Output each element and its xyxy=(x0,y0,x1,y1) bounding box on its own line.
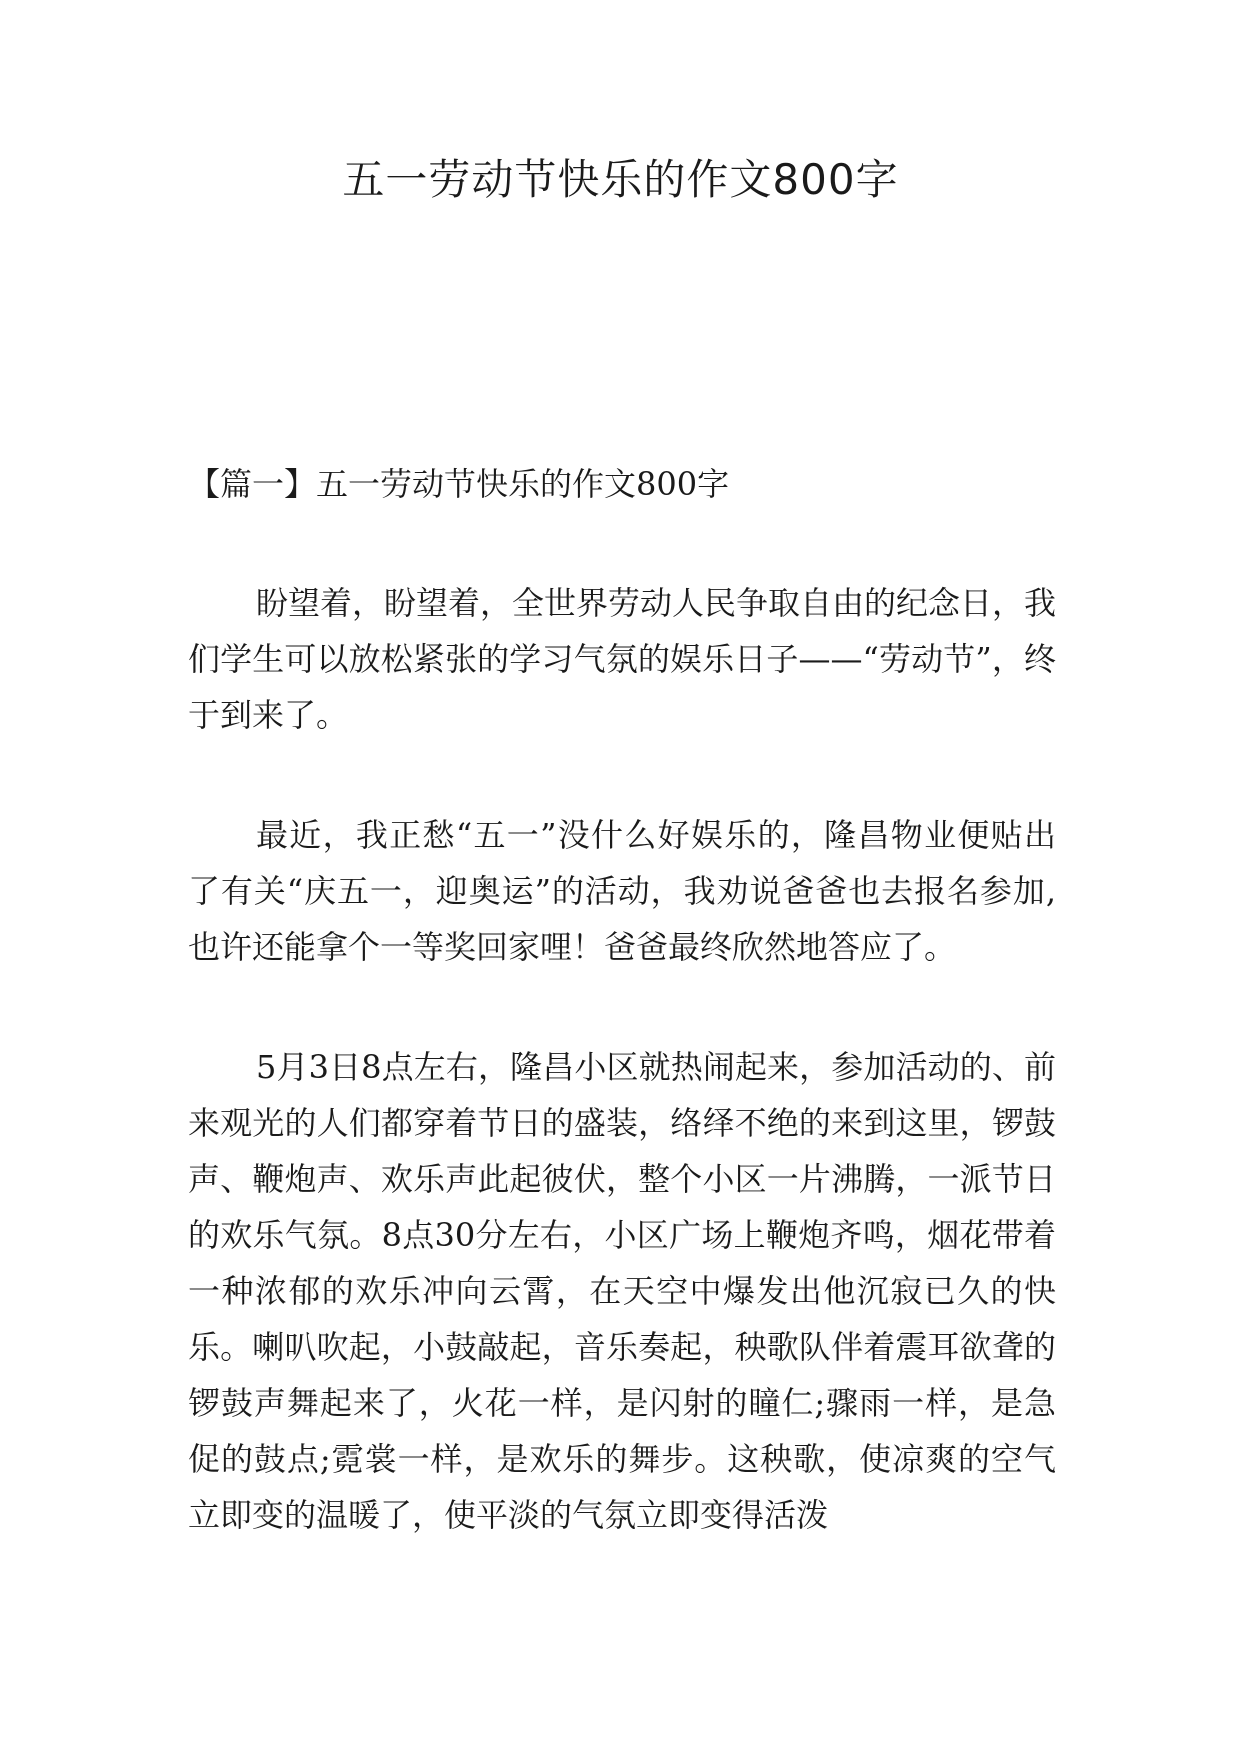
document-title: 五一劳动节快乐的作文800字 xyxy=(342,155,899,204)
paragraph: 盼望着，盼望着，全世界劳动人民争取自由的纪念日，我们学生可以放松紧张的学习气氛的娱乐日子——“劳动节”，终于到来了。 xyxy=(188,584,1057,734)
paragraph: 最近，我正愁“五一”没什么好娱乐的，隆昌物业便贴出了有关“庆五一，迎奥运”的活动，我劝说爸爸也去报名参加,也许还能拿个一等奖回家哩！爸爸最终欣然地答应了。 xyxy=(188,816,1056,966)
paragraph: 5月3日8点左右，隆昌小区就热闹起来，参加活动的、前来观光的人们都穿着节日的盛装，络绎不绝的来到这里，锣鼓声、鞭炮声、欢乐声此起彼伏，整个小区一片沸腾，一派节日的欢乐气氛。8点30分左右，小区广场上鞭炮齐鸣，烟花带着一种浓郁的欢乐冲向云霄，在天空中爆发出他沉寂已久的快乐。喇叭吹起，小鼓敲起，音乐奏起，秧歌队伴着震耳欲聋的锣鼓声舞起来了，火花一样，是闪射的瞳仁;骤雨一样，是急促的鼓点;霓裳一样，是欢乐的舞步。这秧歌，使凉爽的空气立即变的温暖了，使平淡的气氛立即变得活泼 xyxy=(188,1048,1056,1534)
section-heading: 【篇一】五一劳动节快乐的作文800字 xyxy=(188,465,730,503)
